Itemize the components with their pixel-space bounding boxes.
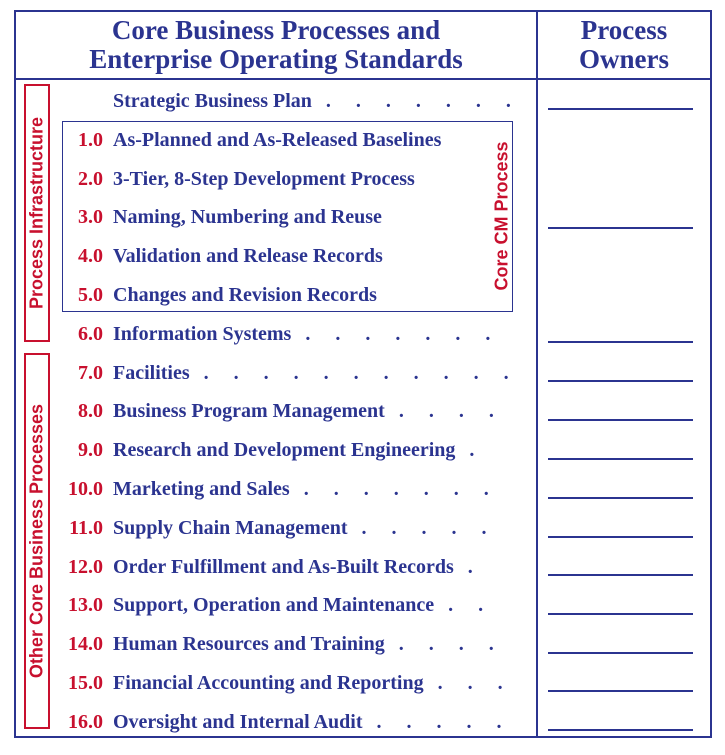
process-number: 12.0 [68, 556, 103, 578]
process-number: 11.0 [69, 517, 103, 539]
process-number: 15.0 [68, 672, 103, 694]
process-number: 7.0 [78, 362, 103, 384]
owner-line [548, 613, 693, 615]
owner-line [548, 458, 693, 460]
process-title: Supply Chain Management [113, 517, 348, 539]
process-title: Validation and Release Records [113, 245, 383, 267]
process-title: Order Fulfillment and As-Built Records [113, 556, 454, 578]
leader-dots: . . . . . . . [303, 478, 499, 500]
process-row [60, 280, 391, 310]
process-row [60, 552, 483, 582]
process-infrastructure-label: Process Infrastructure [26, 116, 47, 310]
leader-dots: . . . . . . . [305, 323, 501, 345]
process-title: Marketing and Sales [113, 478, 290, 500]
owner-line [548, 419, 693, 421]
process-title: Research and Development Engineering [113, 439, 456, 461]
process-number: 6.0 [78, 323, 103, 345]
process-row [60, 474, 499, 504]
process-number: 4.0 [78, 245, 103, 267]
process-number: 1.0 [78, 129, 103, 151]
header-processes-line2: Enterprise Operating Standards [89, 44, 463, 74]
process-row [60, 513, 497, 543]
leader-dots: . . . . . . . . . . . [203, 362, 519, 384]
header-owners-line2: Owners [579, 44, 669, 74]
process-row [60, 164, 429, 194]
process-title: Facilities [113, 362, 190, 384]
process-number: 9.0 [78, 439, 103, 461]
process-row [60, 86, 521, 116]
owner-line [548, 380, 693, 382]
leader-dots: . . . . . . . [325, 90, 521, 112]
leader-dots: . [467, 556, 483, 578]
process-number: 5.0 [78, 284, 103, 306]
header-owners [538, 16, 710, 74]
process-number: 16.0 [68, 711, 103, 733]
process-title: Human Resources and Training [113, 633, 385, 655]
leader-dots: . . . . [398, 633, 504, 655]
owner-line [548, 729, 693, 731]
owner-line [548, 227, 693, 229]
process-row [60, 202, 396, 232]
owner-line [548, 341, 693, 343]
header-divider [14, 78, 712, 80]
process-number: 13.0 [68, 594, 103, 616]
header-processes [16, 16, 536, 74]
leader-dots: . . . . [398, 400, 504, 422]
process-title: Financial Accounting and Reporting [113, 672, 424, 694]
owner-line [548, 652, 693, 654]
process-row [60, 435, 484, 465]
leader-dots: . [469, 439, 485, 461]
process-number: 8.0 [78, 400, 103, 422]
leader-dots: . . . [437, 672, 513, 694]
leader-dots: . . . . . [361, 517, 497, 539]
header-processes-line1: Core Business Processes and [111, 15, 441, 45]
process-row [60, 668, 513, 698]
process-number: 10.0 [68, 478, 103, 500]
process-title: Support, Operation and Maintenance [113, 594, 435, 616]
process-title: Strategic Business Plan [113, 90, 312, 112]
process-title: Changes and Revision Records [113, 284, 377, 306]
owner-line [548, 536, 693, 538]
other-core-bracket [24, 353, 50, 729]
process-row [60, 590, 493, 620]
process-title: Oversight and Internal Audit [113, 711, 363, 733]
process-title: Information Systems [113, 323, 292, 345]
process-row [60, 396, 504, 426]
header-owners-line1: Process [580, 15, 668, 45]
owner-line [548, 497, 693, 499]
owner-line [548, 108, 693, 110]
core-cm-process-label: Core CM Process [491, 141, 512, 291]
process-row [60, 125, 455, 155]
process-title: Business Program Management [113, 400, 385, 422]
process-row [60, 241, 397, 271]
process-title: Naming, Numbering and Reuse [113, 206, 382, 228]
process-number: 14.0 [68, 633, 103, 655]
column-divider [536, 10, 538, 738]
process-infrastructure-bracket [24, 84, 50, 342]
process-number: 2.0 [78, 168, 103, 190]
process-row [60, 319, 500, 349]
owner-line [548, 690, 693, 692]
other-core-label: Other Core Business Processes [26, 403, 47, 679]
leader-dots: . . [448, 594, 494, 616]
process-title: As-Planned and As-Released Baselines [113, 129, 442, 151]
leader-dots: . . . . . [376, 711, 512, 733]
process-number: 3.0 [78, 206, 103, 228]
process-title: 3-Tier, 8-Step Development Process [113, 168, 415, 190]
process-row [60, 358, 519, 388]
process-row [60, 629, 504, 659]
process-row [60, 707, 511, 737]
owner-line [548, 574, 693, 576]
